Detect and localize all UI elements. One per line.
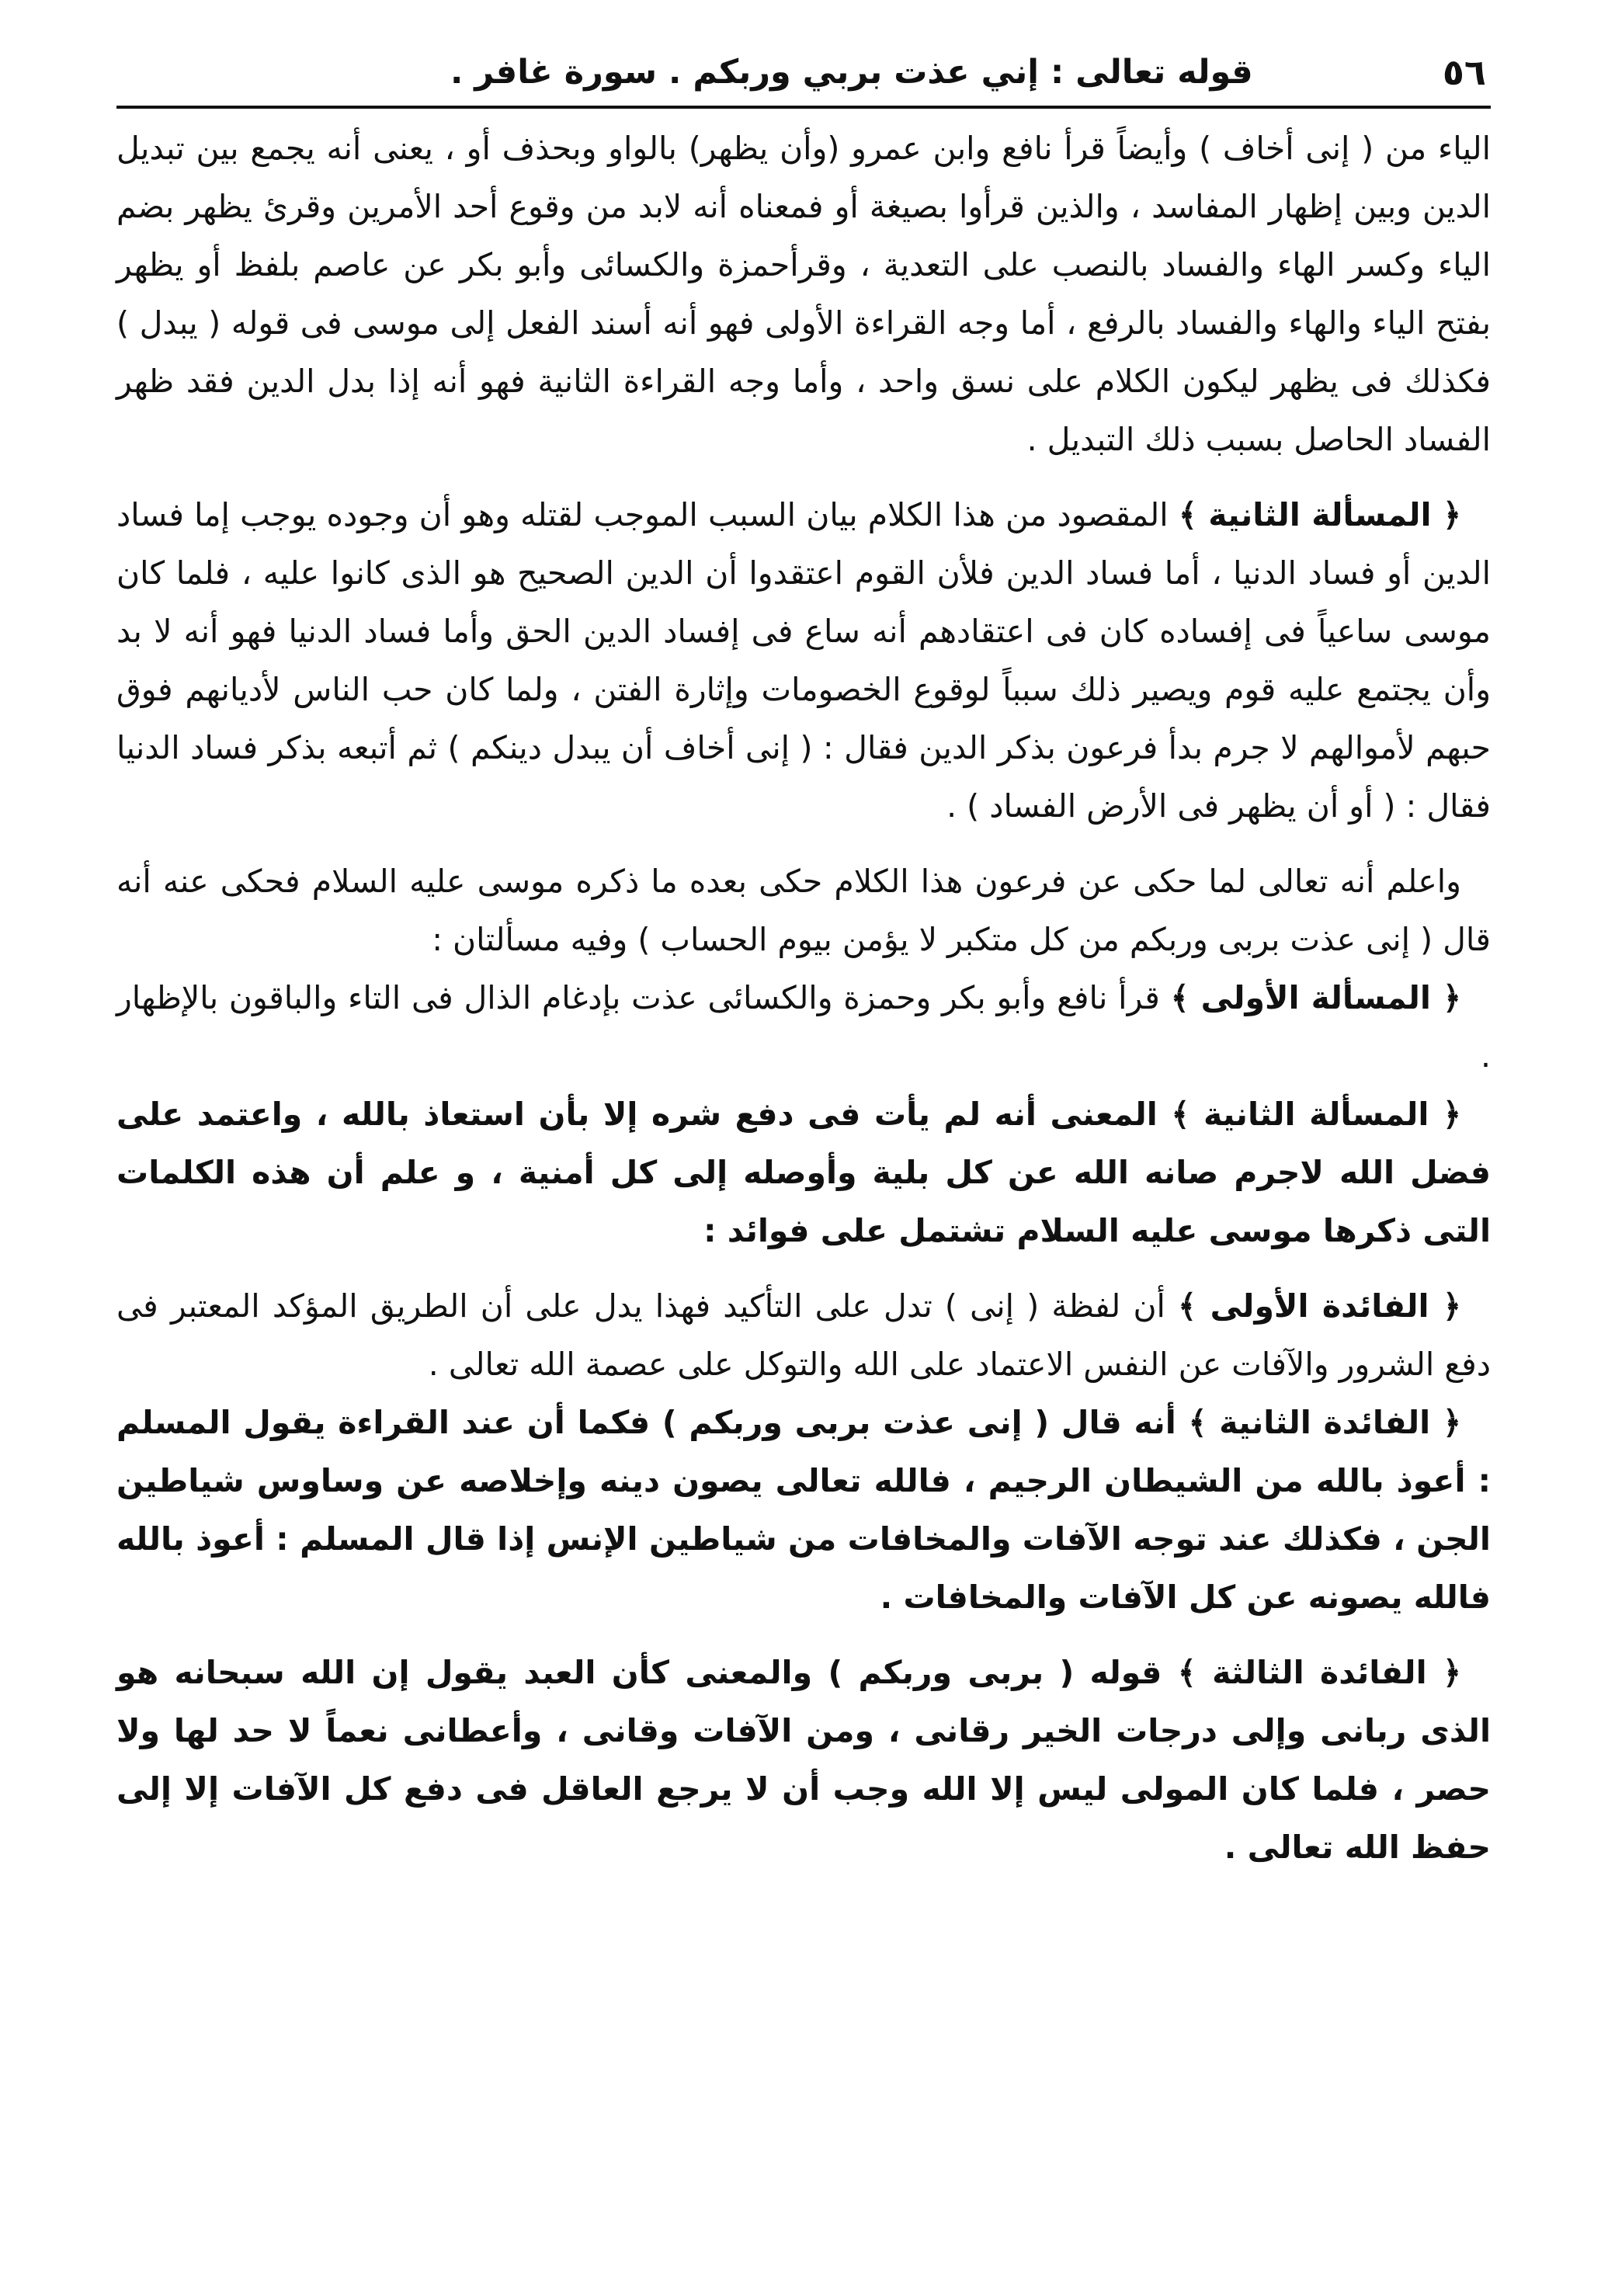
paragraph-text: أنه قال ( إنى عذت بربى وربكم ) فكما أن عند القراءة يقول المسلم : أعوذ بالله من الشيطان الرجيم ، فالله تعالى يصون دينه وإخلاصه عن وساوس شياطين الجن ، فكذلك عند توجه الآفات والمخافات من شياطين الإنس إذا قال المسلم : أعوذ بالله فالله يصونه عن كل الآفات والمخافات . (116, 1404, 1491, 1616)
paragraph-text: قرأ نافع وأبو بكر وحمزة والكسائى عذت بإدغام الذال فى التاء والباقون بالإظهار . (116, 979, 1491, 1075)
paragraph-text: المعنى أنه لم يأت فى دفع شره إلا بأن استعاذ بالله ، واعتمد على فضل الله لاجرم صانه الله عن كل بلية وأوصله إلى كل أمنية ، و علم أن هذه الكلمات التى ذكرها موسى عليه السلام تشتمل على فوائد : (116, 1096, 1491, 1249)
paragraph-text: أن لفظة ( إنى ) تدل على التأكيد فهذا يدل على أن الطريق المؤكد المعتبر فى دفع الشرور والآفات عن النفس الاعتماد على الله والتوكل على عصمة الله تعالى . (116, 1287, 1491, 1383)
paragraph-1 (116, 120, 1491, 469)
section-label: ﴿ المسألة الأولى ﴾ (1170, 979, 1461, 1016)
paragraph-text: قوله ( بربى وربكم ) والمعنى كأن العبد يقول إن الله سبحانه هو الذى ربانى وإلى درجات الخير رقانى ، ومن الآفات وقانى ، وأعطانى نعماً لا حد لها ولا حصر ، فلما كان المولى ليس إلا الله وجب أن لا يرجع العاقل فى دفع كل الآفات إلا إلى حفظ الله تعالى . (116, 1654, 1491, 1866)
section-label: ﴿ المسألة الثانية ﴾ (1171, 1096, 1461, 1133)
section-label: ﴿ الفائدة الثانية ﴾ (1188, 1404, 1461, 1441)
paragraph-7 (116, 1394, 1491, 1627)
page-body (116, 120, 1491, 1877)
paragraph-text: واعلم أنه تعالى لما حكى عن فرعون هذا الكلام حكى بعده ما ذكره موسى عليه السلام فحكى عنه أنه قال ( إنى عذت بربى وربكم من كل متكبر لا يؤمن بيوم الحساب ) وفيه مسألتان : (116, 863, 1491, 958)
section-label: ﴿ الفائدة الثالثة ﴾ (1177, 1654, 1461, 1691)
section-label: ﴿ الفائدة الأولى ﴾ (1178, 1287, 1462, 1325)
paragraph-text: الياء من ( إنى أخاف ) وأيضاً قرأ نافع وابن عمرو (وأن يظهر) بالواو وبحذف أو ، يعنى أنه يجمع بين تبديل الدين وبين إظهار المفاسد ، والذين قرأوا بصيغة أو فمعناه أنه لابد من وقوع أحد الأمرين وقرئ يظهر بضم الياء وكسر الهاء والفساد بالنصب على التعدية ، وقرأحمزة والكسائى وأبو بكر عن عاصم بلفظ أو يظهر بفتح الياء والهاء والفساد بالرفع ، أما وجه القراءة الأولى فهو أنه أسند الفعل إلى موسى فى قوله ( يبدل ) فكذلك فى يظهر ليكون الكلام على نسق واحد ، وأما وجه القراءة الثانية فهو أنه إذا بدل الدين فقد ظهر الفساد الحاصل بسبب ذلك التبديل . (116, 130, 1491, 458)
running-head (116, 39, 1491, 109)
paragraph-6 (116, 1277, 1491, 1394)
paragraph-8 (116, 1644, 1491, 1877)
page-number: ٥٦ (1442, 51, 1486, 93)
book-page (116, 39, 1491, 2260)
paragraph-4 (116, 969, 1491, 1085)
paragraph-text: المقصود من هذا الكلام بيان السبب الموجب لقتله وهو أن وجوده يوجب إما فساد الدين أو فساد الدنيا ، أما فساد الدين فلأن القوم اعتقدوا أن الدين الصحيح هو الذى كانوا عليه ، فلما كان موسى ساعياً فى إفساده كان فى اعتقادهم أنه ساع فى إفساد الدين الحق وأما فساد الدنيا فهو أنه لا بد وأن يجتمع عليه قوم ويصير ذلك سبباً لوقوع الخصومات وإثارة الفتن ، ولما كان حب الناس لأديانهم فوق حبهم لأموالهم لا جرم بدأ فرعون بذكر الدين فقال : ( إنى أخاف أن يبدل دينكم ) ثم أتبعه بذكر فساد الدنيا فقال : ( أو أن يظهر فى الأرض الفساد ) . (116, 496, 1491, 825)
paragraph-2 (116, 486, 1491, 835)
running-title: قوله تعالى : إني عذت بربي وربكم . سورة غافر . (450, 53, 1253, 92)
section-label: ﴿ المسألة الثانية ﴾ (1178, 496, 1461, 533)
paragraph-5 (116, 1085, 1491, 1260)
paragraph-3 (116, 853, 1491, 969)
